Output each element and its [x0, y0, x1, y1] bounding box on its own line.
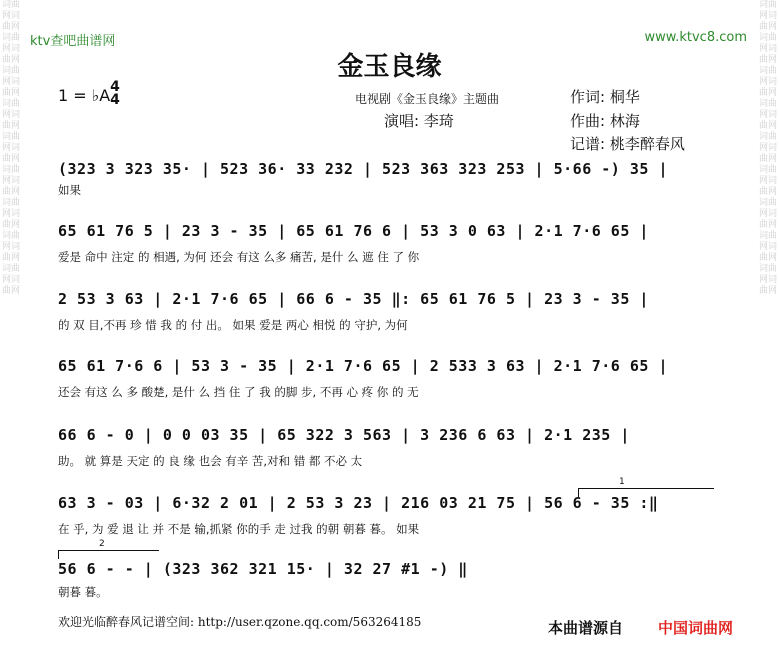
volta-bracket-2 [58, 539, 159, 559]
time-signature-top: 4 [110, 79, 120, 95]
lyrics: 助。 就 算是 天定 的 良 缘 也会 有辛 苦,对和 错 都 不必 太 [58, 454, 363, 468]
lyricist: 作词: 桐华 [570, 88, 640, 106]
volta-label-1: 1 [619, 477, 625, 487]
subtitle: 电视剧《金玉良缘》主题曲 [355, 92, 500, 106]
volta-label-2: 2 [99, 539, 105, 549]
lyrics: 朝暮 暮。 [58, 585, 108, 599]
site-url-right[interactable]: www.ktvc8.com [644, 30, 747, 45]
lyrics: 还会 有这 么 多 酸楚, 是什 么 挡 住 了 我 的脚 步, 不再 心 疼 你 的 无 [58, 385, 419, 399]
watermark-right: 词曲网词曲网词曲网词曲网词曲网词曲网词曲网词曲网词曲网词曲网词曲网词曲网词曲网词曲网词曲网词曲网词曲网词曲网 [759, 0, 777, 296]
notation: 63 3 - 03 | 6·32 2 01 | 2 53 3 23 | 216 03 21 75 | 56 6 - 35 :‖ [58, 494, 659, 512]
lyrics: 如果 [58, 183, 81, 197]
composer: 作曲: 林海 [570, 112, 640, 130]
notation: 65 61 7·6 6 | 53 3 - 35 | 2·1 7·6 65 | 2 533 3 63 | 2·1 7·6 65 | [58, 357, 668, 375]
lyrics: 的 双 目,不再 珍 惜 我 的 付 出。 如果 爱是 两心 相悦 的 守护, 为何 [58, 318, 408, 332]
singer: 演唱: 李琦 [384, 112, 454, 130]
notation: 65 61 76 5 | 23 3 - 35 | 65 61 76 6 | 53 3 0 63 | 2·1 7·6 65 | [58, 222, 649, 240]
notation: 56 6 - - | (323 362 321 15· | 32 27 #1 -) ‖ [58, 560, 468, 578]
time-signature [108, 81, 122, 107]
lyrics: 在 乎, 为 爱 退 让 并 不是 输,抓紧 你的手 走 过我 的朝 朝暮 暮。 如果 [58, 522, 420, 536]
key-signature: 1 = ♭A [58, 86, 111, 105]
source-site-link[interactable]: 中国词曲网 [658, 619, 734, 637]
notation: (323 3 323 35· | 523 36· 33 232 | 523 363 323 253 | 5·66 -) 35 | [58, 160, 668, 178]
footer-note: 欢迎光临醉春风记谱空间: http://user.qzone.qq.com/563264185 [58, 615, 422, 629]
notation: 66 6 - 0 | 0 0 03 35 | 65 322 3 563 | 3 236 6 63 | 2·1 235 | [58, 426, 630, 444]
transcriber: 记谱: 桃李醉春风 [570, 135, 685, 153]
time-signature-bottom: 4 [110, 92, 120, 108]
lyrics: 爱是 命中 注定 的 相遇, 为何 还会 有这 么多 痛苦, 是什 么 遮 住 了 你 [58, 250, 420, 264]
site-name-left[interactable]: ktv查吧曲谱网 [30, 34, 116, 49]
source-label: 本曲谱源自 [548, 619, 624, 637]
watermark-left: 词曲网词曲网词曲网词曲网词曲网词曲网词曲网词曲网词曲网词曲网词曲网词曲网词曲网词曲网词曲网词曲网词曲网词曲网 [2, 0, 20, 296]
notation: 2 53 3 63 | 2·1 7·6 65 | 66 6 - 35 ‖: 65 61 76 5 | 23 3 - 35 | [58, 290, 649, 308]
song-title: 金玉良缘 [337, 52, 442, 82]
